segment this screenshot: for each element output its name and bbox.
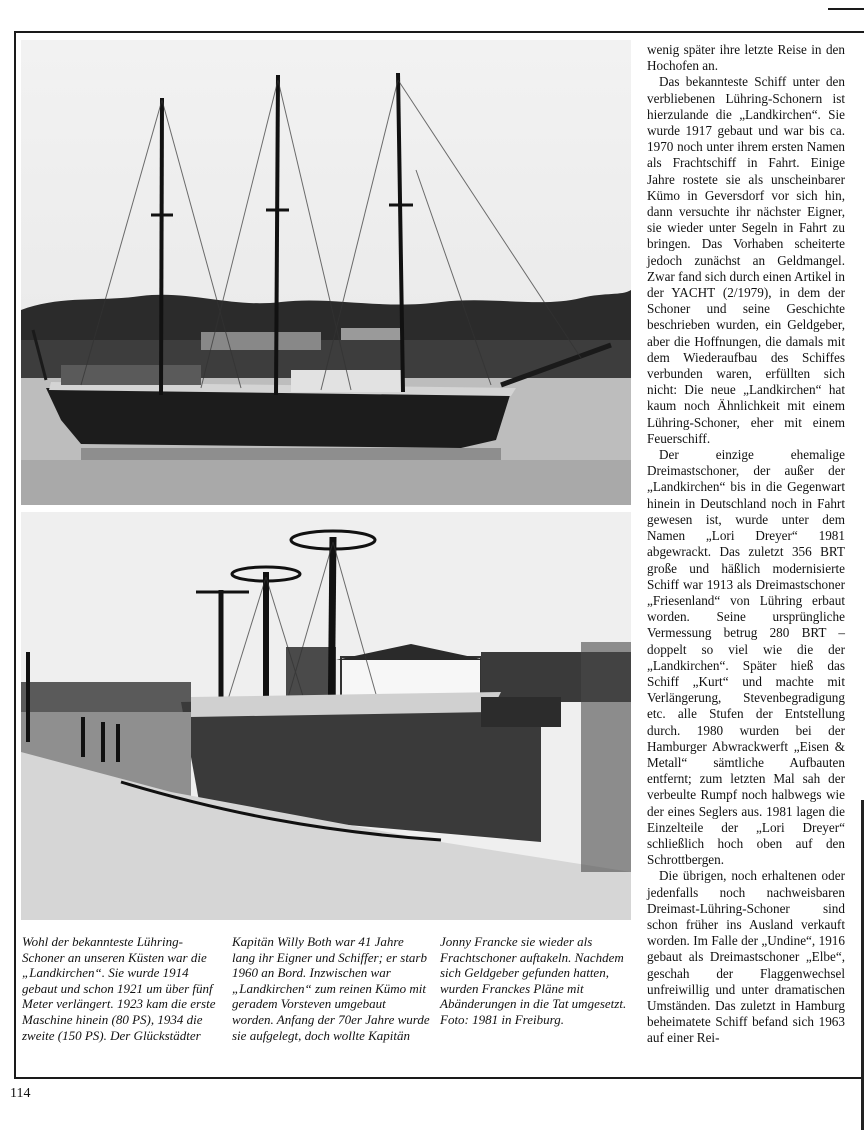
article-column bbox=[647, 42, 845, 1047]
harbour-photo-image bbox=[21, 512, 631, 920]
column-paragraph: Das bekannteste Schiff unter den verbliebenen Lühring-Schonern ist hierzulande die „Landkirchen“. Sie wurde 1917 gebaut und war bis ca. 1970 noch unter ihrem ersten Namen als Frachtschiff in Fahrt. Einige Jahre rostete sie als unscheinbarer Kümo in Geversdorf vor sich hin, dann versuchte ihr nächster Eigner, sie wieder unter Segeln in Fahrt zu bringen. Das Vorhaben scheiterte jedoch zunächst an Geldmangel. Zwar fand sich durch einen Artikel in der YACHT (2/1979), in dem der Schoner und seine Geschichte beschrieben wurden, ein Geldgeber, aber die Hoffnungen, die damals mit dem Wiederaufbau des Schiffes verbunden waren, erfüllten sich nicht: Die neue „Landkirchen“ hat kaum noch Ähnlichkeit mit einem Lühring-Schoner, eher mit einem Feuerschiff. bbox=[647, 74, 845, 446]
photo-captions bbox=[22, 934, 630, 1074]
top-rule-stub bbox=[828, 8, 864, 10]
harbour-photo bbox=[21, 512, 631, 920]
schooner-photo bbox=[21, 40, 631, 505]
column-paragraph: wenig später ihre letzte Reise in den Hochofen an. bbox=[647, 42, 845, 74]
caption-middle: Kapitän Willy Both war 41 Jahre lang ihr Eigner und Schiffer; er starb 1960 an Bord. Inzwischen war „Landkirchen“ zum reinen Kümo mit geradem Vorsteven umgebaut worden. Anfang der 70er Jahre wurde sie aufgelegt, doch wollte Kapitän bbox=[232, 934, 430, 1043]
column-paragraph: Der einzige ehemalige Dreimastschoner, der außer der „Landkirchen“ bis in die Gegenwart hinein in Deutschland noch in Fahrt gewesen ist, wurde unter dem Namen „Lori Dreyer“ 1981 abgewrackt. Das zuletzt 356 BRT große und häßlich modernisierte Schiff war 1913 als Dreimastschoner „Friesenland“ von Lühring erbaut worden. Seine ursprüngliche Vermessung betrug 280 BRT – doppelt so viel wie die der „Landkirchen“. Später hieß das Schiff „Kurt“ und machte mit Verlängerung, Stevenbegradigung etc. alle Stufen der Entstellung durch. 1980 wurden bei der Hamburger Abwrackwerft „Eisen & Metall“ sämtliche Aufbauten entfernt; zum letzten Mal sah der verbeulte Rumpf noch halbwegs wie der eines Seglers aus. 1981 lagen die Einzelteile der „Lori Dreyer“ schließlich hoch oben auf den Schrottbergen. bbox=[647, 447, 845, 868]
schooner-photo-image bbox=[21, 40, 631, 505]
column-paragraph: Die übrigen, noch erhaltenen oder jedenfalls noch nachweisbaren Dreimast-Lühring-Schoner sind schon früher ins Ausland verkauft worden. Im Falle der „Undine“, 1916 gebaut als Dreimastschoner „Elbe“, geschah der Flaggenwechsel unfreiwillig und unter dramatischen Umständen. Das zuletzt in Hamburg beheimatete Schiff befand sich 1963 auf einer Rei- bbox=[647, 868, 845, 1046]
page-number: 114 bbox=[10, 1086, 31, 1101]
caption-right: Jonny Francke sie wieder als Frachtschoner auftakeln. Nachdem sich Geldgeber gefunden hatten, wurden Franckes Pläne mit Abänderungen in die Tat umgesetzt. Foto: 1981 in Freiburg. bbox=[440, 934, 627, 1027]
caption-left: Wohl der bekannteste Lühring-Schoner an unseren Küsten war die „Landkirchen“. Sie wurde 1914 gebaut und schon 1921 um über fünf Meter verlängert. 1923 kam die erste Maschine hinein (80 PS), 1934 die zweite (150 PS). Der Glückstädter bbox=[22, 934, 216, 1043]
